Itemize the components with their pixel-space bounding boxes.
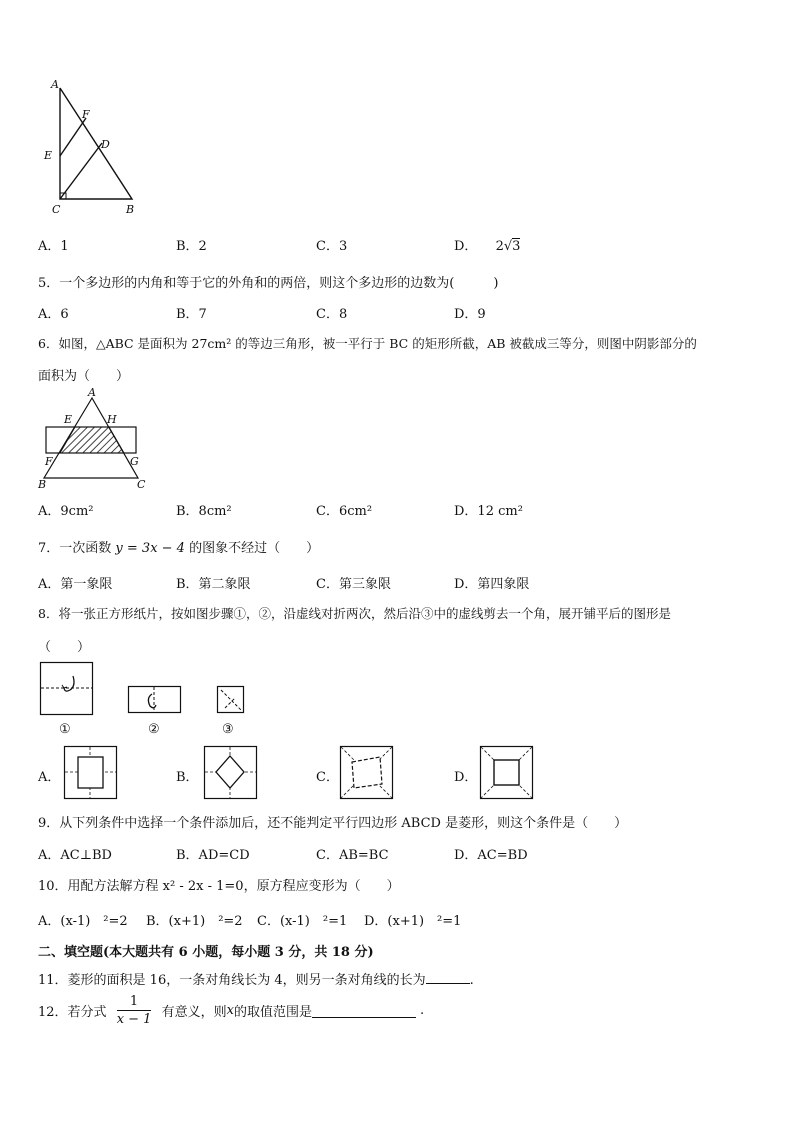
q10-option-d[interactable]: D．(x+1) ²=1 (364, 914, 462, 929)
q7-option-d[interactable]: D．第四象限 (454, 577, 530, 592)
q8-text-line1: 8．将一张正方形纸片，按如图步骤①，②，沿虚线对折两次，然后沿③中的虚线剪去一个角，展开铺平后的图形是 (38, 606, 671, 621)
q6-label-f: F (45, 455, 53, 468)
q6-option-d[interactable]: D．12 cm² (454, 504, 523, 519)
q8-option-c[interactable]: C． (316, 770, 339, 785)
q8-step3-label: ③ (222, 722, 234, 737)
q4-option-a[interactable]: A．1 (38, 239, 69, 254)
q7-option-a[interactable]: A．第一象限 (38, 577, 113, 592)
q4-option-d-radicand: 3 (512, 239, 521, 254)
q12-mid: 有意义，则 (161, 1005, 227, 1020)
q10-option-a[interactable]: A．(x-1) ²=2 (38, 914, 128, 929)
sqrt-sign: √ (503, 239, 513, 254)
q12-numerator: 1 (117, 994, 152, 1011)
q4-label-c: C (52, 203, 61, 216)
q12-fraction (117, 994, 152, 1027)
q5-option-b[interactable]: B．7 (176, 307, 207, 322)
q8-step2-label: ② (148, 722, 160, 737)
q11-text: 11．菱形的面积是 16，一条对角线长为 4，则另一条对角线的长为 (38, 973, 426, 988)
q5-option-d[interactable]: D．9 (454, 307, 486, 322)
q4-label-e: E (44, 149, 53, 162)
q4-label-a: A (51, 78, 59, 91)
q8-option-b-figure[interactable] (204, 746, 258, 800)
q6-label-h: H (107, 413, 117, 426)
q6-label-b: B (38, 478, 47, 491)
q4-label-d: D (101, 138, 110, 151)
q4-triangle-figure (40, 78, 150, 218)
q4-label-f: F (82, 108, 90, 121)
q8-option-d-figure[interactable] (480, 746, 534, 800)
q6-label-g: G (130, 455, 139, 468)
q10-text: 10．用配方法解方程 x² - 2x - 1=0，原方程应变形为（ ） (38, 879, 400, 894)
q12-answer-blank[interactable] (312, 1003, 416, 1018)
q7-prefix: 7．一次函数 (38, 541, 112, 556)
q8-step2-figure (128, 686, 182, 714)
q4-option-b[interactable]: B．2 (176, 239, 207, 254)
q5-text: 5．一个多边形的内角和等于它的外角和的两倍，则这个多边形的边数为( ) (38, 276, 499, 291)
q6-text-line2: 面积为（ ） (38, 369, 130, 384)
q6-figure (34, 388, 154, 492)
q9-option-a[interactable]: A．AC⊥BD (38, 848, 112, 863)
q7-text (38, 537, 319, 556)
q10-option-c[interactable]: C．(x-1) ²=1 (257, 914, 348, 929)
q12-end: . (419, 1003, 425, 1018)
q11-end: . (469, 973, 474, 988)
q9-option-b[interactable]: B．AD=CD (176, 848, 250, 863)
q8-option-a-figure[interactable] (64, 746, 118, 800)
q8-step3-figure (217, 686, 245, 714)
q8-option-c-figure[interactable] (340, 746, 394, 800)
q11-text-row (38, 969, 474, 988)
q6-label-c: C (137, 478, 146, 491)
q7-option-b[interactable]: B．第二象限 (176, 577, 251, 592)
q6-label-a: A (88, 386, 96, 399)
q5-option-c[interactable]: C．8 (316, 307, 348, 322)
q6-label-e: E (64, 413, 73, 426)
q6-option-c[interactable]: C．6cm² (316, 504, 373, 519)
q8-option-d[interactable]: D． (454, 770, 478, 785)
q8-option-b[interactable]: B． (176, 770, 199, 785)
q4-option-d[interactable] (454, 235, 520, 254)
q9-option-d[interactable]: D．AC=BD (454, 848, 528, 863)
q12-var: x (226, 1003, 234, 1018)
q8-step1-figure (40, 662, 94, 716)
q4-option-c[interactable]: C．3 (316, 239, 348, 254)
q6-option-a[interactable]: A．9cm² (38, 504, 94, 519)
section2-title: 二、填空题(本大题共有 6 小题，每小题 3 分，共 18 分) (38, 945, 374, 960)
q9-text: 9．从下列条件中选择一个条件添加后，还不能判定平行四边形 ABCD 是菱形，则这个条件是（ ） (38, 816, 628, 831)
q7-option-c[interactable]: C．第三象限 (316, 577, 391, 592)
q10-option-b[interactable]: B．(x+1) ²=2 (146, 914, 243, 929)
q8-step1-label: ① (59, 722, 71, 737)
q12-text-row (38, 994, 424, 1027)
q8-text-line2: （ ） (38, 640, 91, 655)
q5-option-a[interactable]: A．6 (38, 307, 69, 322)
q12-denominator: x − 1 (116, 1012, 152, 1027)
q4-option-d-coef: 2 (495, 239, 504, 254)
q9-option-c[interactable]: C．AB=BC (316, 848, 389, 863)
q6-option-b[interactable]: B．8cm² (176, 504, 232, 519)
q4-option-d-label: D． (454, 239, 478, 254)
q12-prefix: 12．若分式 (38, 1005, 107, 1020)
q7-suffix: 的图象不经过（ ） (189, 541, 320, 556)
q11-answer-blank[interactable] (426, 969, 470, 984)
q7-formula: y = 3x − 4 (115, 541, 185, 556)
q12-suffix: 的取值范围是 (233, 1005, 312, 1020)
q8-option-a[interactable]: A． (38, 770, 61, 785)
q6-text-line1: 6．如图，△ABC 是面积为 27cm² 的等边三角形，被一平行于 BC 的矩形所截，AB 被截成三等分，则图中阴影部分的 (38, 336, 697, 351)
q4-label-b: B (126, 203, 135, 216)
